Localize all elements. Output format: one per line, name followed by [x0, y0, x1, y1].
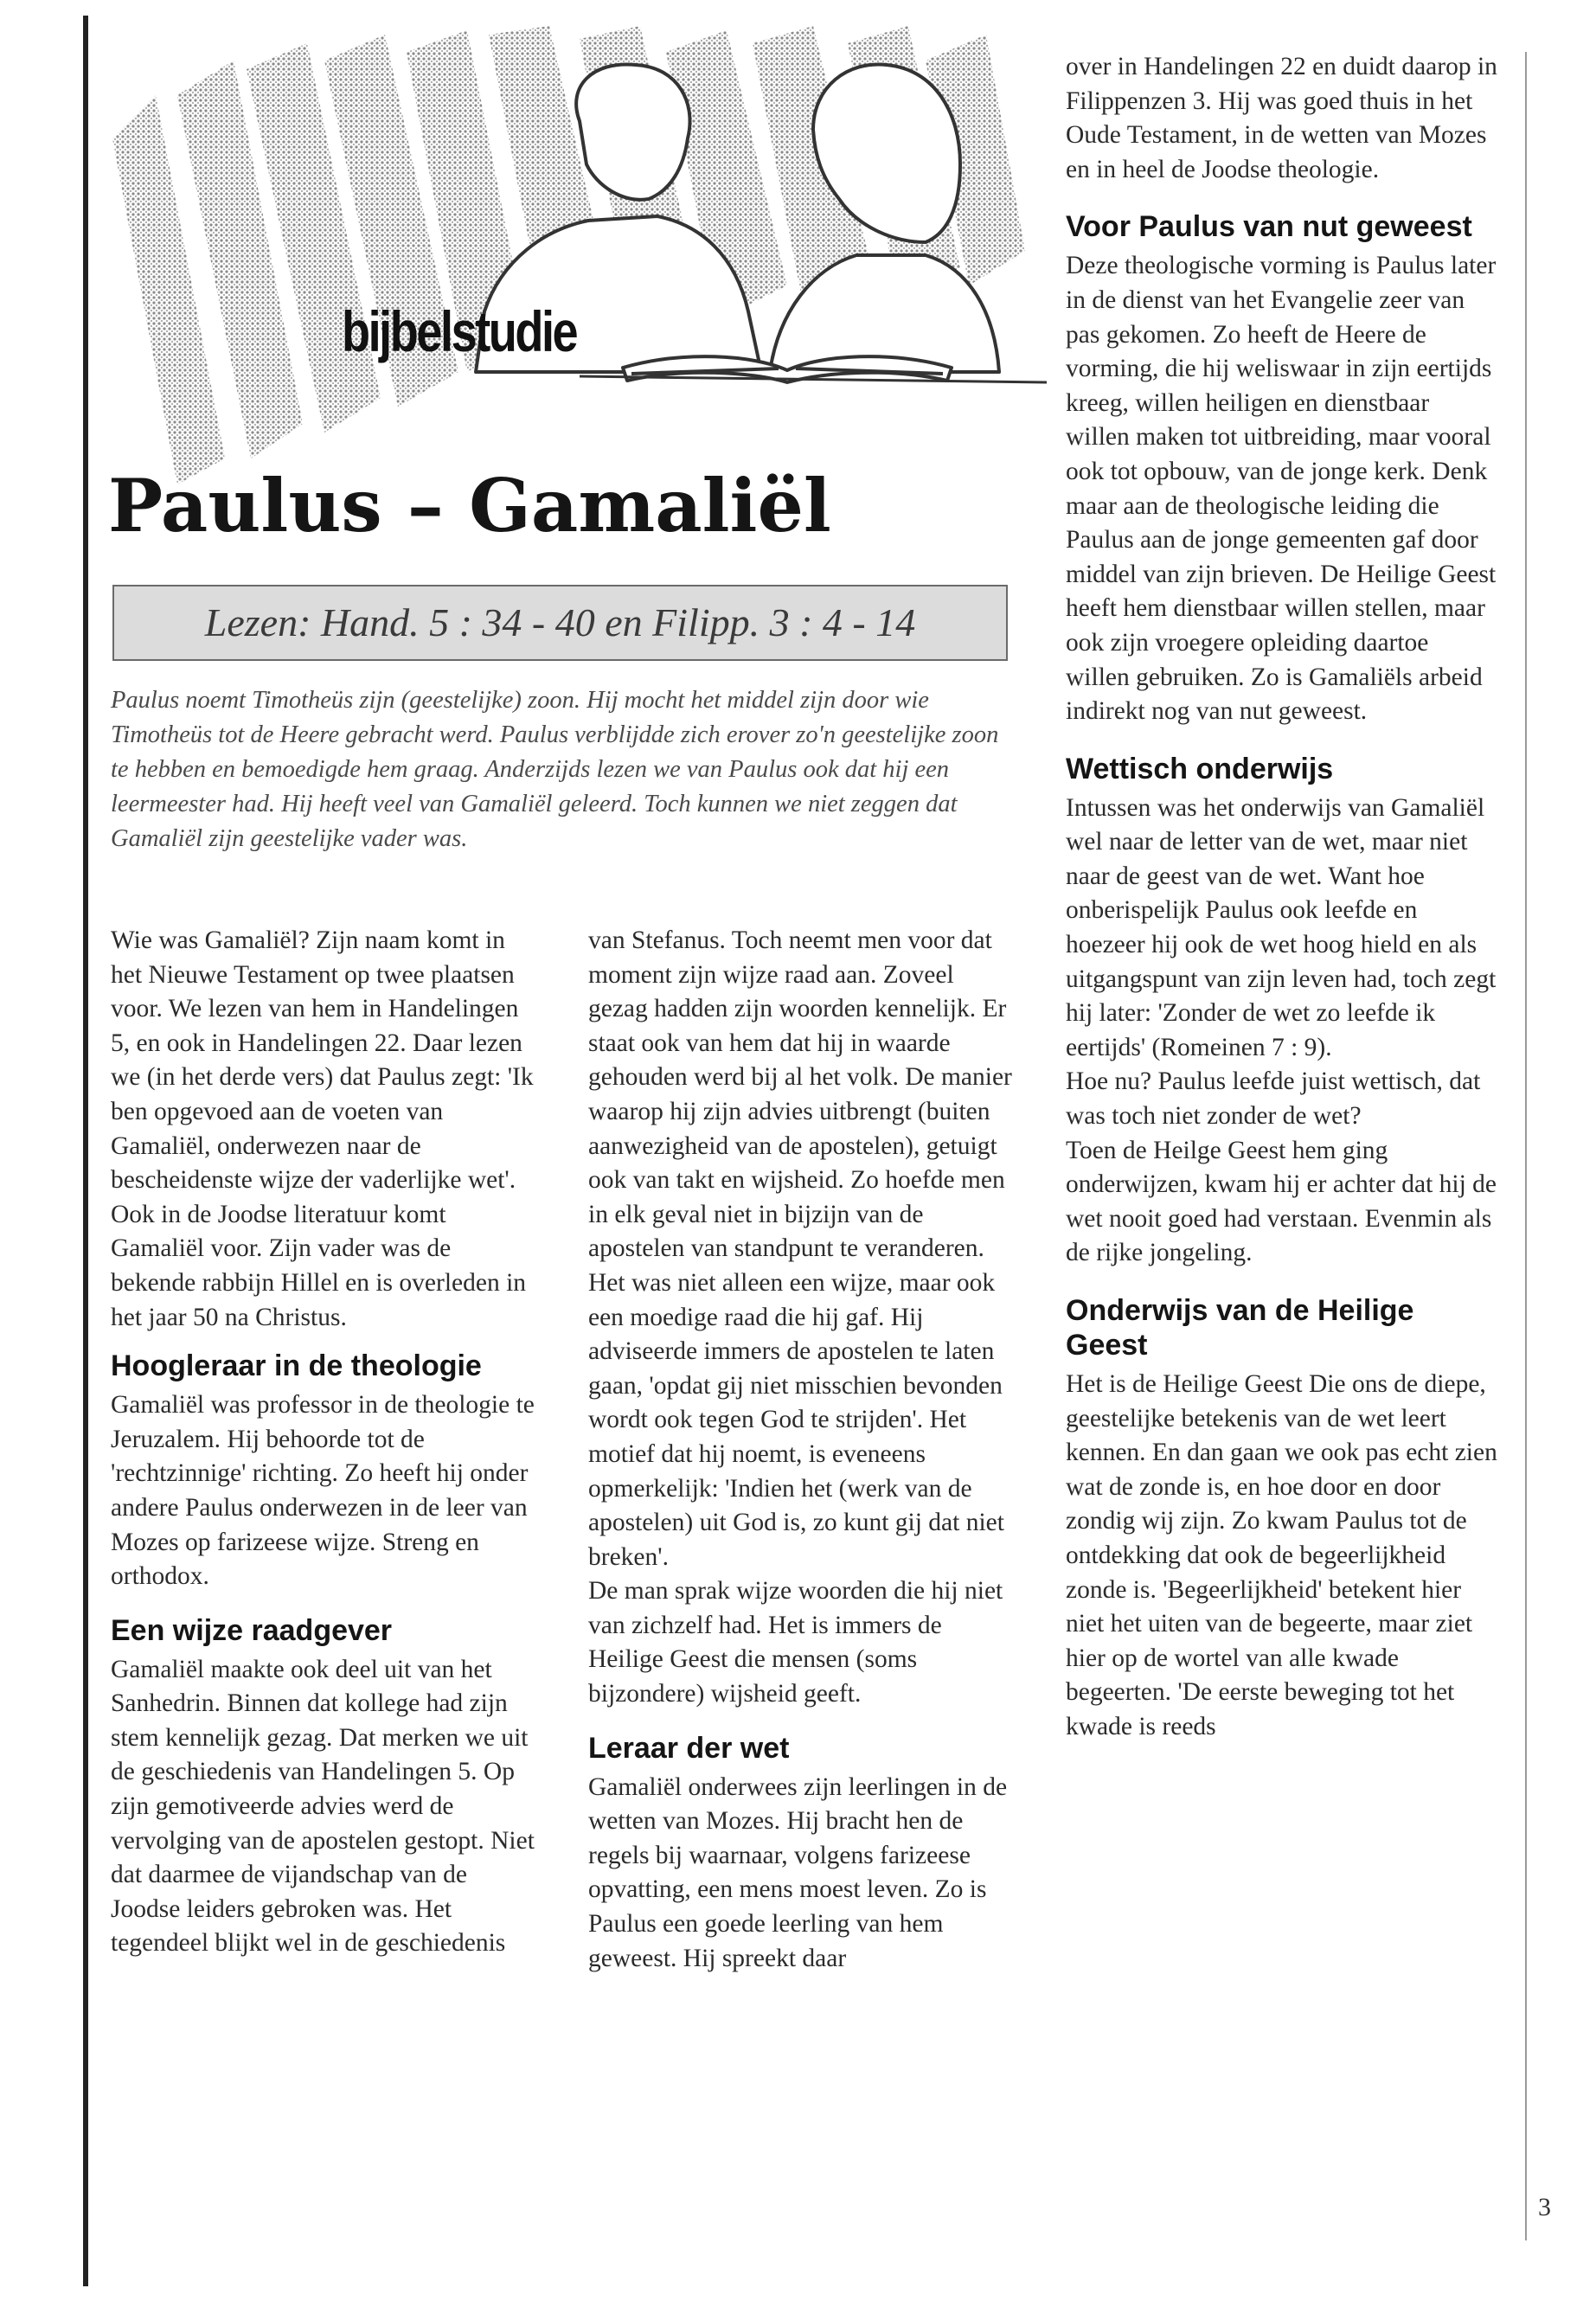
subheading: Voor Paulus van nut geweest	[1066, 210, 1472, 244]
paragraph: over in Handelingen 22 en duidt daarop in Filippenzen 3. Hij was goed thuis in het Oude Testament, in de wetten van Mozes en in heel de Joodse theologie.	[1066, 53, 1497, 183]
subheading: Leraar der wet	[588, 1731, 790, 1765]
subheading: Een wijze raadgever	[111, 1613, 393, 1647]
page-number: 3	[1538, 2193, 1551, 2221]
reading-reference: Lezen: Hand. 5 : 34 - 40 en Filipp. 3 : 4 - 14	[112, 585, 1008, 661]
header-illustration	[95, 26, 1047, 497]
page-title: Paulus – Gamaliël	[108, 463, 831, 548]
article-column-2	[588, 924, 1016, 1976]
article-column-3	[1066, 50, 1498, 1745]
paragraph: Intussen was het onderwijs van Gamaliël wel naar de letter van de wet, maar niet naar de geest van de wet. Want hoe onberispelijk Paulus ook leefde en hoezeer hij ook de wet hoog hield en als uitgangspunt van zijn leven had, toch zegt hij later: 'Zonder de wet zo leefde ik eertijds' (Romeinen 7 : 9).	[1066, 793, 1497, 1061]
paragraph: Het is de Heilige Geest Die ons de diepe, geestelijke betekenis van de wet leert kennen. En dan gaan we ook pas echt zien wat de zonde is, en hoe door en door zondig wij zijn. Zo kwam Paulus tot de ontdekking dat ook de begeerlijkheid zonde is. 'Begeerlijkheid' betekent hier niet het uiten van de begeerte, maar ziet hier op de wortel van alle kwade begeerten. 'De eerste beweging tot het kwade is reeds	[1066, 1370, 1497, 1740]
paragraph: Toen de Heilge Geest hem ging onderwijzen, kwam hij er achter dat hij de wet nooit goed had verstaan. Evenmin als de rijke jongeling.	[1066, 1136, 1497, 1267]
paragraph: De man sprak wijze woorden die hij niet van zichzelf had. Het is immers de Heilige Geest die mensen (soms bijzondere) wijsheid geeft.	[588, 1577, 1003, 1708]
paragraph: Het was niet alleen een wijze, maar ook een moedige raad die hij gaf. Hij adviseerde immers de apostelen te laten gaan, 'opdat gij niet misschien bevonden wordt ook tegen God te strijden'. Het motief dat hij noemt, is eveneens opmerkelijk: 'Indien het (werk van de apostelen) uit God is, zo kunt gij dat niet breken'.	[588, 1268, 1004, 1571]
paragraph: van Stefanus. Toch neemt men voor dat moment zijn wijze raad aan. Zoveel gezag hadden zijn woorden kennelijk. Er staat ook van hem dat hij in waarde gehouden werd bij al het volk. De manier waarop hij zijn advies uitbrengt (buiten aanwezigheid van de apostelen), getuigt ook van takt en wijsheid. Zo hoefde men in elk geval niet in bijzijn van de apostelen van standpunt te veranderen.	[588, 926, 1012, 1263]
subheading: Onderwijs van de Heilige Geest	[1066, 1294, 1414, 1362]
page-edge	[83, 16, 88, 2286]
subheading: Hoogleraar in de theologie	[111, 1349, 482, 1383]
subheading: Wettisch onderwijs	[1066, 752, 1334, 785]
column-rule	[1525, 52, 1527, 2240]
intro-paragraph: Paulus noemt Timotheüs zijn (geestelijke) zoon. Hij mocht het middel zijn door wie Timotheüs tot de Heere gebracht werd. Paulus verblijdde zich erover zo'n geestelijke zoon te hebben en bemoedigde hem graag. Anderzijds lezen we van Paulus ook dat hij een leermeester had. Hij heeft veel van Gamaliël geleerd. Toch kunnen we niet zeggen dat Gamaliël zijn geestelijke vader was.	[111, 687, 999, 852]
paragraph: Deze theologische vorming is Paulus later in de dienst van het Evangelie zeer van pas gekomen. Zo heeft de Heere de vorming, die hij weliswaar in zijn eertijds kreeg, willen heiligen en dienstbaar willen maken tot uitbreiding, maar vooral ook tot opbouw, van de jonge kerk. Denk maar aan de theologische leiding die Paulus aan de jonge gemeenten gaf door middel van zijn brieven. De Heilige Geest heeft hem dienstbaar willen stellen, maar ook zijn vroegere opleiding daartoe willen gebruiken. Zo is Gamaliëls arbeid indirekt nog van nut geweest.	[1066, 252, 1497, 726]
article-column-1	[111, 924, 535, 1961]
paragraph: Gamaliël was professor in de theologie te Jeruzalem. Hij behoorde tot de 'rechtzinnige' richting. Zo heeft hij onder andere Paulus onderwezen in de leer van Mozes op farizeese wijze. Streng en orthodox.	[111, 1391, 535, 1591]
section-label: bijbelstudie	[342, 299, 577, 363]
paragraph: Hoe nu? Paulus leefde juist wettisch, dat was toch niet zonder de wet?	[1066, 1067, 1481, 1131]
bible-study-illustration	[95, 26, 1047, 497]
paragraph: Wie was Gamaliël? Zijn naam komt in het Nieuwe Testament op twee plaatsen voor. We lezen van hem in Handelingen 5, en ook in Handelingen 22. Daar lezen we (in het derde vers) dat Paulus zegt: 'Ik ben opgevoed aan de voeten van Gamaliël, onderwezen naar de bescheidenste wijze der vaderlijke wet'. Ook in de Joodse literatuur komt Gamaliël voor. Zijn vader was de bekende rabbijn Hillel en is overleden in het jaar 50 na Christus.	[111, 926, 534, 1331]
paragraph: Gamaliël onderwees zijn leerlingen in de wetten van Mozes. Hij bracht hen de regels bij waarnaar, volgens farizeese opvatting, een mens moest leven. Zo is Paulus een goede leerling van hem geweest. Hij spreekt daar	[588, 1772, 1008, 1972]
paragraph: Gamaliël maakte ook deel uit van het Sanhedrin. Binnen dat kollege had zijn stem kennelijk gezag. Dat merken we uit de geschiedenis van Handelingen 5. Op zijn gemotiveerde advies werd de vervolging van de apostelen gestopt. Niet dat daarmee de vijandschap van de Joodse leiders gebroken was. Het tegendeel blijkt wel in de geschiedenis	[111, 1655, 535, 1958]
